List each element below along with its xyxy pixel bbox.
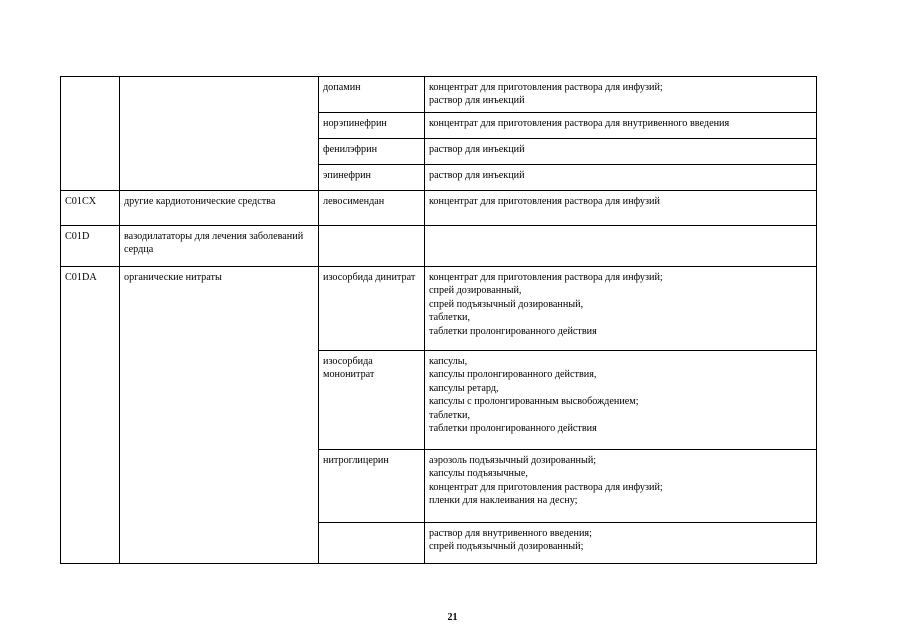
drug-name-cell: левосимендан <box>319 191 425 226</box>
dosage-forms-cell: концентрат для приготовления раствора для инфузий; спрей дозированный, спрей подъязычный дозированный, таблетки, таблетки пролонгированного действия <box>425 267 817 351</box>
table-row <box>61 77 817 113</box>
dosage-forms-cell: концентрат для приготовления раствора для внутривенного введения <box>425 113 817 139</box>
atc-code-cell: C01DA <box>61 267 120 564</box>
atc-code-cell <box>61 77 120 191</box>
drug-name-cell: эпинефрин <box>319 165 425 191</box>
drug-name-cell: фенилэфрин <box>319 139 425 165</box>
group-cell: органические нитраты <box>120 267 319 564</box>
drug-name-cell: изосорбида динитрат <box>319 267 425 351</box>
dosage-forms-cell <box>425 226 817 267</box>
page-number: 21 <box>447 612 458 623</box>
table-row <box>61 226 817 267</box>
group-cell: вазодилататоры для лечения заболеваний сердца <box>120 226 319 267</box>
atc-code-cell: C01D <box>61 226 120 267</box>
group-cell <box>120 77 319 191</box>
drug-name-cell: допамин <box>319 77 425 113</box>
table-row <box>61 191 817 226</box>
dosage-forms-cell: капсулы, капсулы пролонгированного действия, капсулы ретард, капсулы с пролонгированным высвобождением; таблетки, таблетки пролонгированного действия <box>425 351 817 450</box>
drug-name-cell: изосорбида мононитрат <box>319 351 425 450</box>
dosage-forms-cell: раствор для инъекций <box>425 139 817 165</box>
atc-code-cell: C01CX <box>61 191 120 226</box>
drug-name-cell <box>319 226 425 267</box>
group-cell: другие кардиотонические средства <box>120 191 319 226</box>
drug-table <box>60 76 817 564</box>
drug-name-cell: нитроглицерин <box>319 450 425 523</box>
dosage-forms-cell: концентрат для приготовления раствора для инфузий; раствор для инъекций <box>425 77 817 113</box>
table-row <box>61 267 817 351</box>
dosage-forms-cell: аэрозоль подъязычный дозированный; капсулы подъязычные, концентрат для приготовления раствора для инфузий; пленки для наклеивания на десну; <box>425 450 817 523</box>
dosage-forms-cell: раствор для внутривенного введения; спрей подъязычный дозированный; <box>425 523 817 564</box>
drug-name-cell: норэпинефрин <box>319 113 425 139</box>
dosage-forms-cell: концентрат для приготовления раствора для инфузий <box>425 191 817 226</box>
drug-name-cell <box>319 523 425 564</box>
dosage-forms-cell: раствор для инъекций <box>425 165 817 191</box>
